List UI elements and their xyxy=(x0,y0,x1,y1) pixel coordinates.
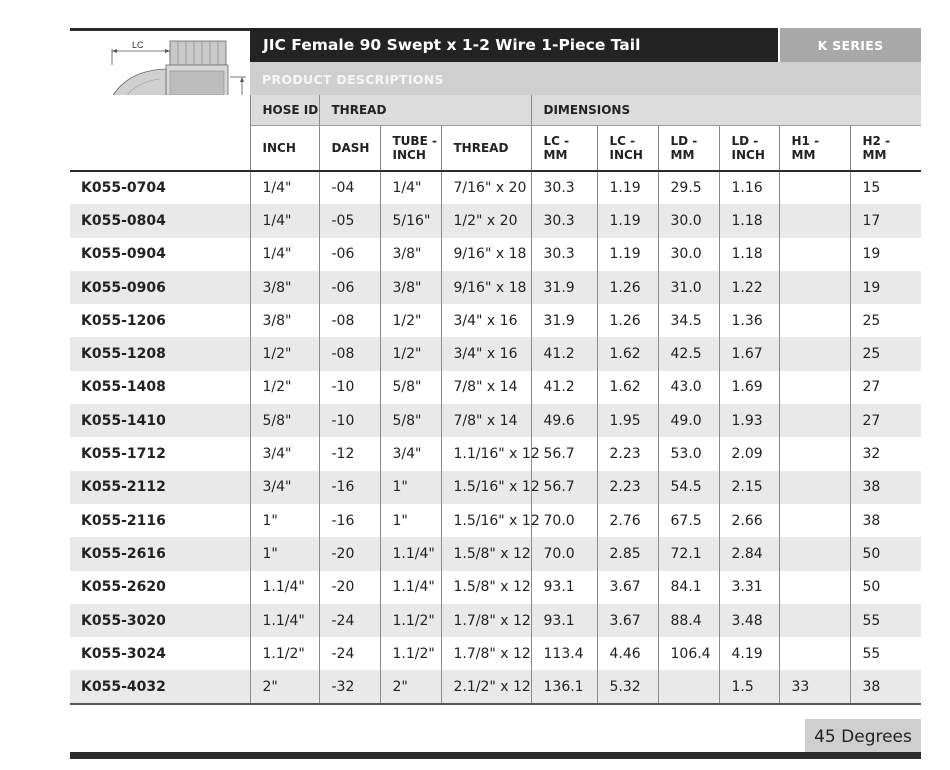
table-cell: 4.46 xyxy=(597,637,658,670)
table-cell: 84.1 xyxy=(658,571,719,604)
table-cell: 4.19 xyxy=(719,637,779,670)
table-cell: 106.4 xyxy=(658,637,719,670)
table-cell: 29.5 xyxy=(658,171,719,204)
table-cell: 1" xyxy=(380,504,441,537)
header-blank xyxy=(70,126,250,172)
part-number: K055-1408 xyxy=(70,371,250,404)
table-cell: 27 xyxy=(862,379,881,396)
section-bar xyxy=(250,62,921,95)
table-cell: 67.5 xyxy=(658,504,719,537)
table-cell: 2.23 xyxy=(597,471,658,504)
table-cell: 1.1/4" xyxy=(380,571,441,604)
table-cell: -16 xyxy=(319,504,380,537)
table-cell: 3/4" x 16 xyxy=(441,337,531,370)
table-cell: 3/8" xyxy=(380,271,441,304)
table-cell: 1.5/16" x 12 xyxy=(441,504,531,537)
table-cell: 5.32 xyxy=(597,670,658,703)
table-cell: 1/2" xyxy=(380,337,441,370)
table-cell: 2.66 xyxy=(719,504,779,537)
table-cell xyxy=(779,404,850,437)
table-row xyxy=(70,271,921,304)
table-cell: 2" xyxy=(380,670,441,703)
table-cell: 3.48 xyxy=(719,604,779,637)
table-cell: 1.16 xyxy=(719,171,779,204)
table-cell: 1.26 xyxy=(597,271,658,304)
table-cell: 3/8" xyxy=(380,238,441,271)
table-cell: 41.2 xyxy=(531,337,597,370)
table-cell xyxy=(779,304,850,337)
table-cell: 42.5 xyxy=(658,337,719,370)
table-cell: 1.19 xyxy=(597,204,658,237)
table-cell: 1.19 xyxy=(597,171,658,204)
table-cell xyxy=(779,571,850,604)
group-header-hose-id: HOSE ID xyxy=(250,95,319,126)
table-cell: 9/16" x 18 xyxy=(441,238,531,271)
table-cell: 1/4" xyxy=(380,171,441,204)
table-cell: 2.1/2" x 12 xyxy=(441,670,531,703)
table-cell: 1.69 xyxy=(719,371,779,404)
part-number: K055-0704 xyxy=(70,171,250,204)
table-cell: 7/8" x 14 xyxy=(441,404,531,437)
table-cell: 31.0 xyxy=(658,271,719,304)
table-cell: -12 xyxy=(319,437,380,470)
table-cell: 1.22 xyxy=(719,271,779,304)
table-cell: -24 xyxy=(319,604,380,637)
table-cell xyxy=(779,537,850,570)
table-cell: 93.1 xyxy=(531,604,597,637)
table-cell: 55 xyxy=(862,645,881,662)
table-cell: 3/4" x 16 xyxy=(441,304,531,337)
table-cell: 3/4" xyxy=(250,437,319,470)
table-cell: 70.0 xyxy=(531,537,597,570)
table-cell xyxy=(658,670,719,703)
table-cell: 17 xyxy=(850,204,921,237)
table-cell: 1.93 xyxy=(719,404,779,437)
table-cell: 27 xyxy=(850,404,921,437)
table-cell: 30.0 xyxy=(658,204,719,237)
part-number: K055-1410 xyxy=(70,404,250,437)
table-cell: 1.5/8" x 12 xyxy=(441,571,531,604)
section-title: PRODUCT DESCRIPTIONS xyxy=(262,72,444,87)
table-cell xyxy=(779,238,850,271)
table-cell: 3/4" xyxy=(250,471,319,504)
bottom-rule xyxy=(70,752,921,759)
table-cell: 1.5 xyxy=(719,670,779,703)
table-cell: -16 xyxy=(319,471,380,504)
table-cell: 30.3 xyxy=(531,204,597,237)
table-cell: 1.1/2" xyxy=(250,637,319,670)
table-cell: 19 xyxy=(850,271,921,304)
table-cell: 31.9 xyxy=(531,304,597,337)
part-number: K055-0804 xyxy=(70,204,250,237)
col-header: LC - INCH xyxy=(597,126,658,172)
table-cell: 1.1/4" xyxy=(250,604,319,637)
table-cell: 30.3 xyxy=(531,171,597,204)
col-header: TUBE - INCH xyxy=(380,126,441,172)
header-blank xyxy=(70,95,250,126)
group-header-dimensions: DIMENSIONS xyxy=(531,95,921,126)
table-row xyxy=(70,471,921,504)
table-row xyxy=(70,238,921,271)
table-cell: 56.7 xyxy=(531,437,597,470)
table-cell: 50 xyxy=(862,579,881,596)
table-cell xyxy=(779,471,850,504)
table-cell: 1.7/8" x 12 xyxy=(441,637,531,670)
table-row xyxy=(70,337,921,370)
col-header: INCH xyxy=(250,126,319,172)
part-number: K055-2616 xyxy=(70,537,250,570)
table-row xyxy=(70,404,921,437)
table-cell: 55 xyxy=(850,604,921,637)
table-cell: 3/8" xyxy=(250,304,319,337)
table-cell: 113.4 xyxy=(531,637,597,670)
lc-label: LC xyxy=(132,40,144,50)
table-cell: 1" xyxy=(250,504,319,537)
table-cell: 30.3 xyxy=(531,238,597,271)
table-cell: 3.67 xyxy=(597,604,658,637)
col-header: LD - MM xyxy=(658,126,719,172)
table-cell: -04 xyxy=(319,171,380,204)
table-cell xyxy=(779,604,850,637)
table-cell: 1.1/16" x 12 xyxy=(441,437,531,470)
table-cell: 72.1 xyxy=(658,537,719,570)
table-cell: 88.4 xyxy=(658,604,719,637)
table-cell: -32 xyxy=(319,670,380,703)
table-cell: 38 xyxy=(850,670,921,703)
table-cell: 1.95 xyxy=(597,404,658,437)
table-cell: 3.31 xyxy=(719,571,779,604)
table-cell: 1.36 xyxy=(719,304,779,337)
col-header: H1 - MM xyxy=(779,126,850,172)
title-bar xyxy=(250,28,778,62)
table-cell: 49.6 xyxy=(531,404,597,437)
table-cell: 1.67 xyxy=(719,337,779,370)
table-cell xyxy=(779,437,850,470)
part-number: K055-3020 xyxy=(70,604,250,637)
part-number: K055-1712 xyxy=(70,437,250,470)
table-cell: 2.09 xyxy=(719,437,779,470)
table-cell: 53.0 xyxy=(658,437,719,470)
part-number: K055-1208 xyxy=(70,337,250,370)
table-cell: 1.5/8" x 12 xyxy=(441,537,531,570)
table-cell: 1.1/2" xyxy=(380,604,441,637)
table-cell xyxy=(779,371,850,404)
table-cell: 1.19 xyxy=(597,238,658,271)
table-cell: 49.0 xyxy=(658,404,719,437)
table-cell: -06 xyxy=(319,271,380,304)
table-cell: 3.67 xyxy=(597,571,658,604)
series-label: K SERIES xyxy=(817,38,884,53)
table-cell: 1.1/4" xyxy=(250,571,319,604)
table-cell: 1/2" xyxy=(250,337,319,370)
table-cell: 1.26 xyxy=(597,304,658,337)
table-cell: 31.9 xyxy=(531,271,597,304)
table-cell: 2.76 xyxy=(597,504,658,537)
table-cell: 5/8" xyxy=(380,404,441,437)
table-cell: 41.2 xyxy=(531,371,597,404)
table-cell: 70.0 xyxy=(531,504,597,537)
table-cell: -20 xyxy=(319,537,380,570)
table-cell: 56.7 xyxy=(531,471,597,504)
table-cell: 1/4" xyxy=(250,204,319,237)
table-cell: -05 xyxy=(319,204,380,237)
table-row xyxy=(70,637,921,670)
part-number: K055-1206 xyxy=(70,304,250,337)
table-cell: 50 xyxy=(850,537,921,570)
table-cell: 1.1/2" xyxy=(380,637,441,670)
table-cell xyxy=(779,337,850,370)
table-cell: 19 xyxy=(862,246,881,263)
table-cell: 33 xyxy=(779,670,850,703)
table-cell: 1.5/16" x 12 xyxy=(441,471,531,504)
angle-label: 45 Degrees xyxy=(814,727,912,747)
table-cell: 15 xyxy=(850,171,921,204)
table-cell: 2.85 xyxy=(597,537,658,570)
table-cell: -24 xyxy=(319,637,380,670)
table-cell: 2.84 xyxy=(719,537,779,570)
table-row xyxy=(70,604,921,637)
table-cell: 2" xyxy=(250,670,319,703)
table-cell: 1.62 xyxy=(597,337,658,370)
table-cell: 54.5 xyxy=(658,471,719,504)
part-number: K055-0906 xyxy=(70,271,250,304)
table-cell: 7/8" x 14 xyxy=(441,371,531,404)
table-cell: 1.18 xyxy=(719,204,779,237)
col-header: LC - MM xyxy=(531,126,597,172)
table-cell: 2.23 xyxy=(597,437,658,470)
table-cell: 1.18 xyxy=(719,238,779,271)
table-cell: 7/16" x 20 xyxy=(441,171,531,204)
table-cell: -06 xyxy=(319,238,380,271)
table-cell: 1" xyxy=(250,537,319,570)
table-cell: 93.1 xyxy=(531,571,597,604)
table-cell: 1.62 xyxy=(597,371,658,404)
table-row xyxy=(70,437,921,470)
table-row xyxy=(70,537,921,570)
table-cell: -08 xyxy=(319,304,380,337)
table-cell: -10 xyxy=(319,404,380,437)
table-cell: 1" xyxy=(380,471,441,504)
angle-badge xyxy=(805,719,921,752)
table-cell: 2.15 xyxy=(719,471,779,504)
part-number: K055-2116 xyxy=(70,504,250,537)
table-cell: 1.7/8" x 12 xyxy=(441,604,531,637)
table-cell: 25 xyxy=(862,312,881,329)
col-header: THREAD xyxy=(441,126,531,172)
table-cell xyxy=(779,171,850,204)
table-cell: 1/2" xyxy=(380,304,441,337)
table-row xyxy=(70,171,921,204)
part-number: K055-0904 xyxy=(70,238,250,271)
table-cell xyxy=(779,271,850,304)
col-header: H2 - MM xyxy=(850,126,921,172)
table-cell: 1/4" xyxy=(250,238,319,271)
table-cell: 3/8" xyxy=(250,271,319,304)
table-cell: -08 xyxy=(319,337,380,370)
table-cell: 1/4" xyxy=(250,171,319,204)
part-number: K055-2112 xyxy=(70,471,250,504)
table-cell: 136.1 xyxy=(531,670,597,703)
part-number: K055-2620 xyxy=(70,571,250,604)
table-row xyxy=(70,571,921,604)
group-header-thread: THREAD xyxy=(319,95,531,126)
table-cell: 3/4" xyxy=(380,437,441,470)
product-table xyxy=(70,95,921,705)
table-cell: -10 xyxy=(319,371,380,404)
table-cell: 9/16" x 18 xyxy=(441,271,531,304)
table-cell: -20 xyxy=(319,571,380,604)
table-cell: 25 xyxy=(850,337,921,370)
table-cell: 1/2" xyxy=(250,371,319,404)
table-cell xyxy=(779,204,850,237)
page-title: JIC Female 90 Swept x 1-2 Wire 1-Piece Tail xyxy=(263,36,641,54)
col-header: DASH xyxy=(319,126,380,172)
series-badge xyxy=(780,28,921,62)
table-cell: 38 xyxy=(862,512,881,529)
table-row xyxy=(70,504,921,537)
table-cell: 1/2" x 20 xyxy=(441,204,531,237)
group-header-row xyxy=(70,95,921,126)
table-cell: 5/8" xyxy=(250,404,319,437)
table-row xyxy=(70,304,921,337)
table-cell: 5/16" xyxy=(380,204,441,237)
part-number: K055-3024 xyxy=(70,637,250,670)
table-row xyxy=(70,204,921,237)
table-cell xyxy=(779,637,850,670)
table-body xyxy=(70,171,921,704)
table-cell: 5/8" xyxy=(380,371,441,404)
table-cell: 30.0 xyxy=(658,238,719,271)
table-cell: 38 xyxy=(850,471,921,504)
table-cell xyxy=(779,504,850,537)
col-header: LD - INCH xyxy=(719,126,779,172)
table-cell: 32 xyxy=(862,446,881,463)
table-cell: 43.0 xyxy=(658,371,719,404)
table-row xyxy=(70,371,921,404)
table-cell: 34.5 xyxy=(658,304,719,337)
table-cell: 1.1/4" xyxy=(380,537,441,570)
table-row xyxy=(70,670,921,703)
column-header-row xyxy=(70,126,921,172)
part-number: K055-4032 xyxy=(70,670,250,703)
